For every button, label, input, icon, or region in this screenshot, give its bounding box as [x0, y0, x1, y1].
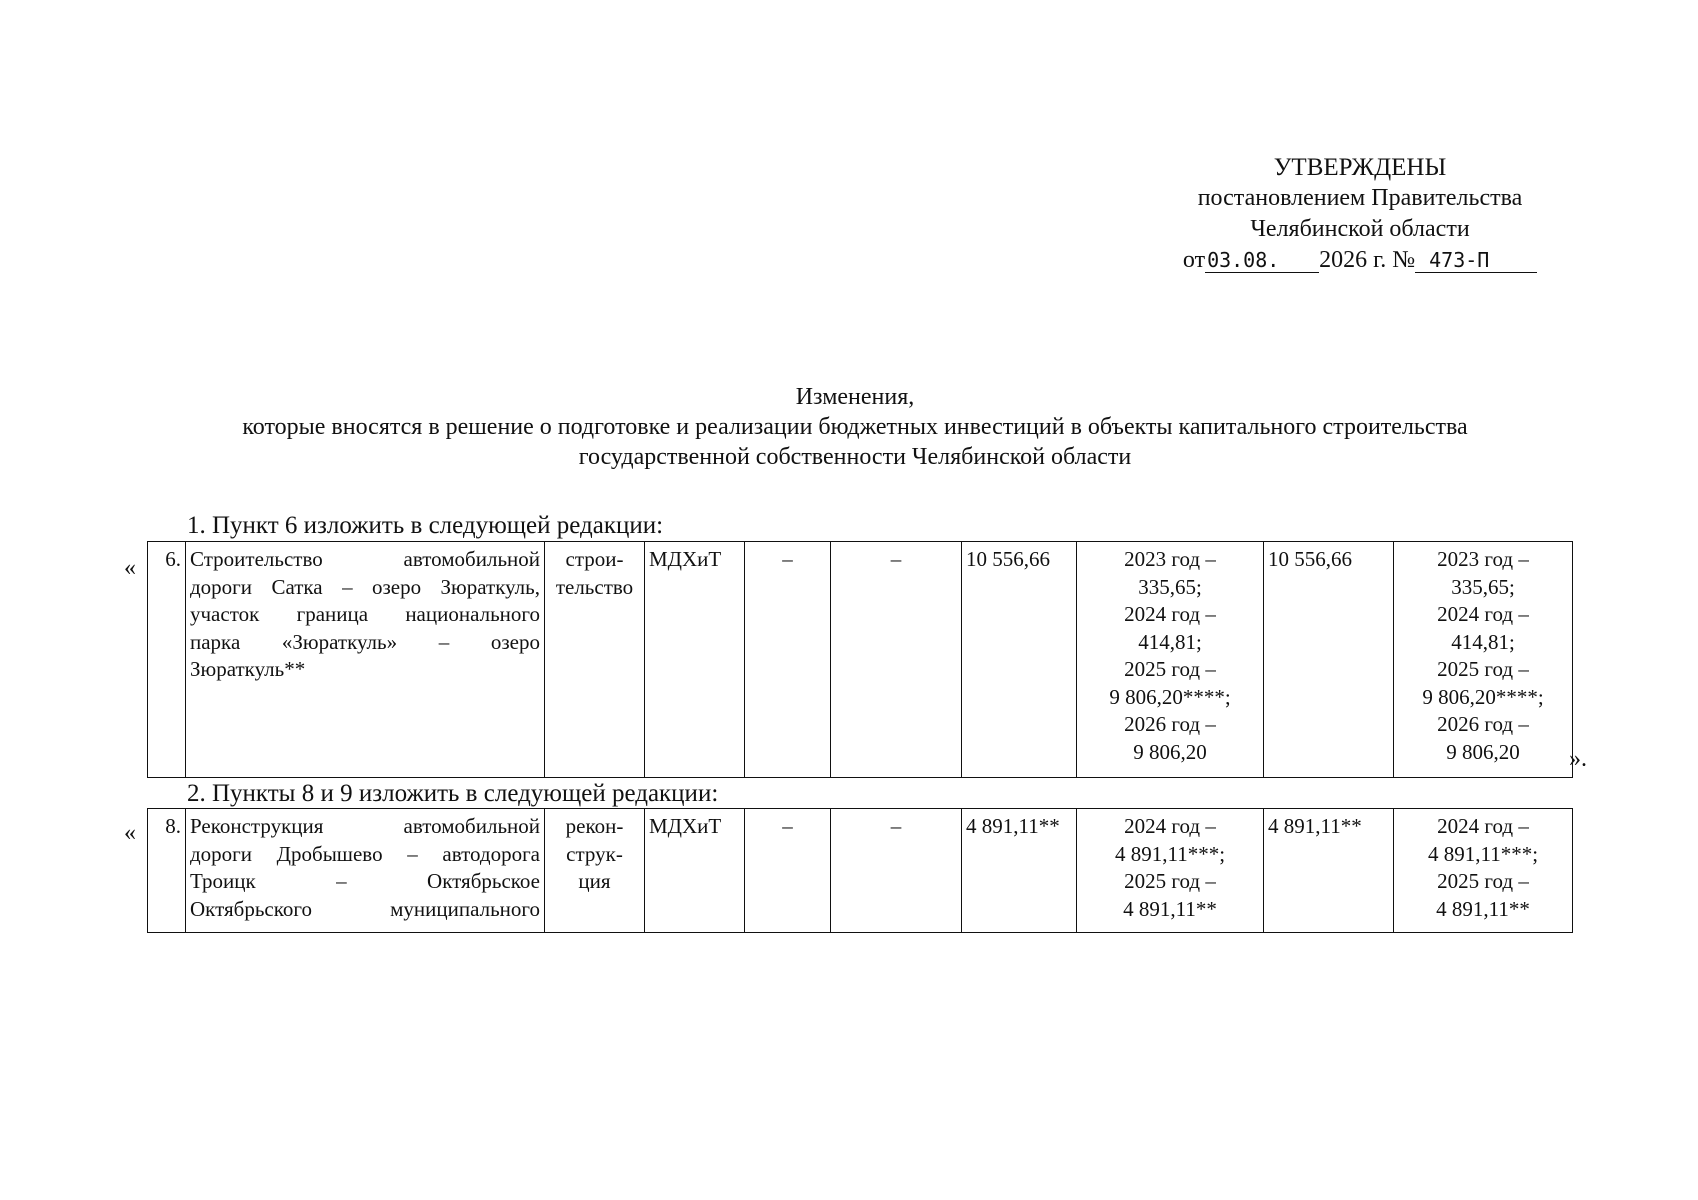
- approval-block: [1150, 152, 1570, 276]
- object-name-line: Октябрьского муниципального: [190, 896, 540, 921]
- date-value: 03.08.: [1205, 248, 1319, 273]
- heading-title: Изменения,: [795, 384, 915, 410]
- year-line: 2025 год –: [1124, 657, 1216, 681]
- object-name-line: Зюраткуль**: [190, 657, 306, 681]
- year-line: 9 806,20****;: [1109, 684, 1231, 709]
- date-prefix: от: [1182, 247, 1206, 273]
- yearly-breakdown: [1077, 542, 1264, 778]
- object-name-line: дороги Дробышево – автодорога: [190, 841, 540, 866]
- approval-line-1: постановлением Правительства: [1197, 185, 1523, 211]
- closing-quote-1: ».: [1569, 746, 1587, 772]
- yearly-breakdown-2: [1394, 809, 1573, 933]
- approval-date-line: [1150, 245, 1570, 276]
- year-line: 335,65;: [1138, 574, 1202, 599]
- year-line: 2023 год –: [1124, 547, 1216, 571]
- year-line: 2026 год –: [1124, 712, 1216, 736]
- object-name-line: Троицк – Октябрьское: [190, 869, 540, 893]
- year-line: 4 891,11**: [1436, 896, 1530, 921]
- work-type-line: ция: [578, 869, 611, 893]
- empty-dash-cell: –: [745, 542, 831, 778]
- object-name: [186, 542, 545, 778]
- yearly-breakdown: [1077, 809, 1264, 933]
- opening-quote-2: «: [124, 820, 136, 846]
- total-cost: 10 556,66: [962, 542, 1077, 778]
- empty-dash-cell: –: [831, 809, 962, 933]
- object-name-line: Строительство автомобильной: [190, 547, 540, 571]
- work-type-line: строи-: [565, 547, 624, 571]
- work-type-line: рекон-: [565, 814, 624, 838]
- object-name-line: Реконструкция автомобильной: [190, 814, 540, 838]
- approval-title: УТВЕРЖДЕНЫ: [1273, 154, 1447, 181]
- year-line: 2025 год –: [1124, 869, 1216, 893]
- year-line: 4 891,11***;: [1114, 841, 1226, 866]
- approval-line-2: Челябинской области: [1250, 216, 1470, 242]
- customer: МДХиТ: [645, 542, 745, 778]
- table-row-8: [147, 808, 1573, 933]
- total-cost-2: 4 891,11**: [1264, 809, 1394, 933]
- year-line: 9 806,20****;: [1422, 684, 1544, 709]
- object-name: [186, 809, 545, 933]
- heading-line-2: государственной собственности Челябинской области: [578, 444, 1132, 470]
- object-name-line: участок граница национального: [190, 602, 540, 626]
- work-type-line: тельство: [555, 574, 634, 599]
- work-type: [545, 809, 645, 933]
- year-line: 9 806,20: [1133, 739, 1207, 764]
- year-line: 335,65;: [1451, 574, 1515, 599]
- year-line: 2024 год –: [1437, 602, 1529, 626]
- heading-line-1: которые вносятся в решение о подготовке и реализации бюджетных инвестиций в объекты капитального строительства: [242, 414, 1468, 440]
- year-line: 414,81;: [1138, 629, 1202, 654]
- year-line: 414,81;: [1451, 629, 1515, 654]
- year-line: 2024 год –: [1124, 602, 1216, 626]
- document-heading: [100, 382, 1610, 472]
- year-line: 4 891,11**: [1123, 896, 1217, 921]
- row-number: 8.: [148, 809, 186, 933]
- total-cost-2: 10 556,66: [1264, 542, 1394, 778]
- work-type: [545, 542, 645, 778]
- row-number: 6.: [148, 542, 186, 778]
- year-line: 2024 год –: [1437, 814, 1529, 838]
- year-line: 2025 год –: [1437, 657, 1529, 681]
- empty-dash-cell: –: [745, 809, 831, 933]
- object-name-line: дороги Сатка – озеро Зюраткуль,: [190, 574, 540, 599]
- opening-quote-1: «: [124, 555, 136, 581]
- clause-2-text: 2. Пункты 8 и 9 изложить в следующей редакции:: [187, 780, 719, 807]
- year-text: 2026 г. №: [1319, 247, 1416, 273]
- customer: МДХиТ: [645, 809, 745, 933]
- year-line: 2023 год –: [1437, 547, 1529, 571]
- decree-number: 473-П: [1415, 248, 1537, 273]
- year-line: 4 891,11***;: [1427, 841, 1539, 866]
- empty-dash-cell: –: [831, 542, 962, 778]
- work-type-line: струк-: [566, 841, 623, 866]
- year-line: 2026 год –: [1437, 712, 1529, 736]
- year-line: 2024 год –: [1124, 814, 1216, 838]
- table-row-6: [147, 541, 1573, 778]
- total-cost: 4 891,11**: [962, 809, 1077, 933]
- year-line: 9 806,20: [1446, 739, 1520, 764]
- yearly-breakdown-2: [1394, 542, 1573, 778]
- object-name-line: парка «Зюраткуль» – озеро: [190, 629, 540, 654]
- year-line: 2025 год –: [1437, 869, 1529, 893]
- clause-1-text: 1. Пункт 6 изложить в следующей редакции:: [187, 512, 664, 539]
